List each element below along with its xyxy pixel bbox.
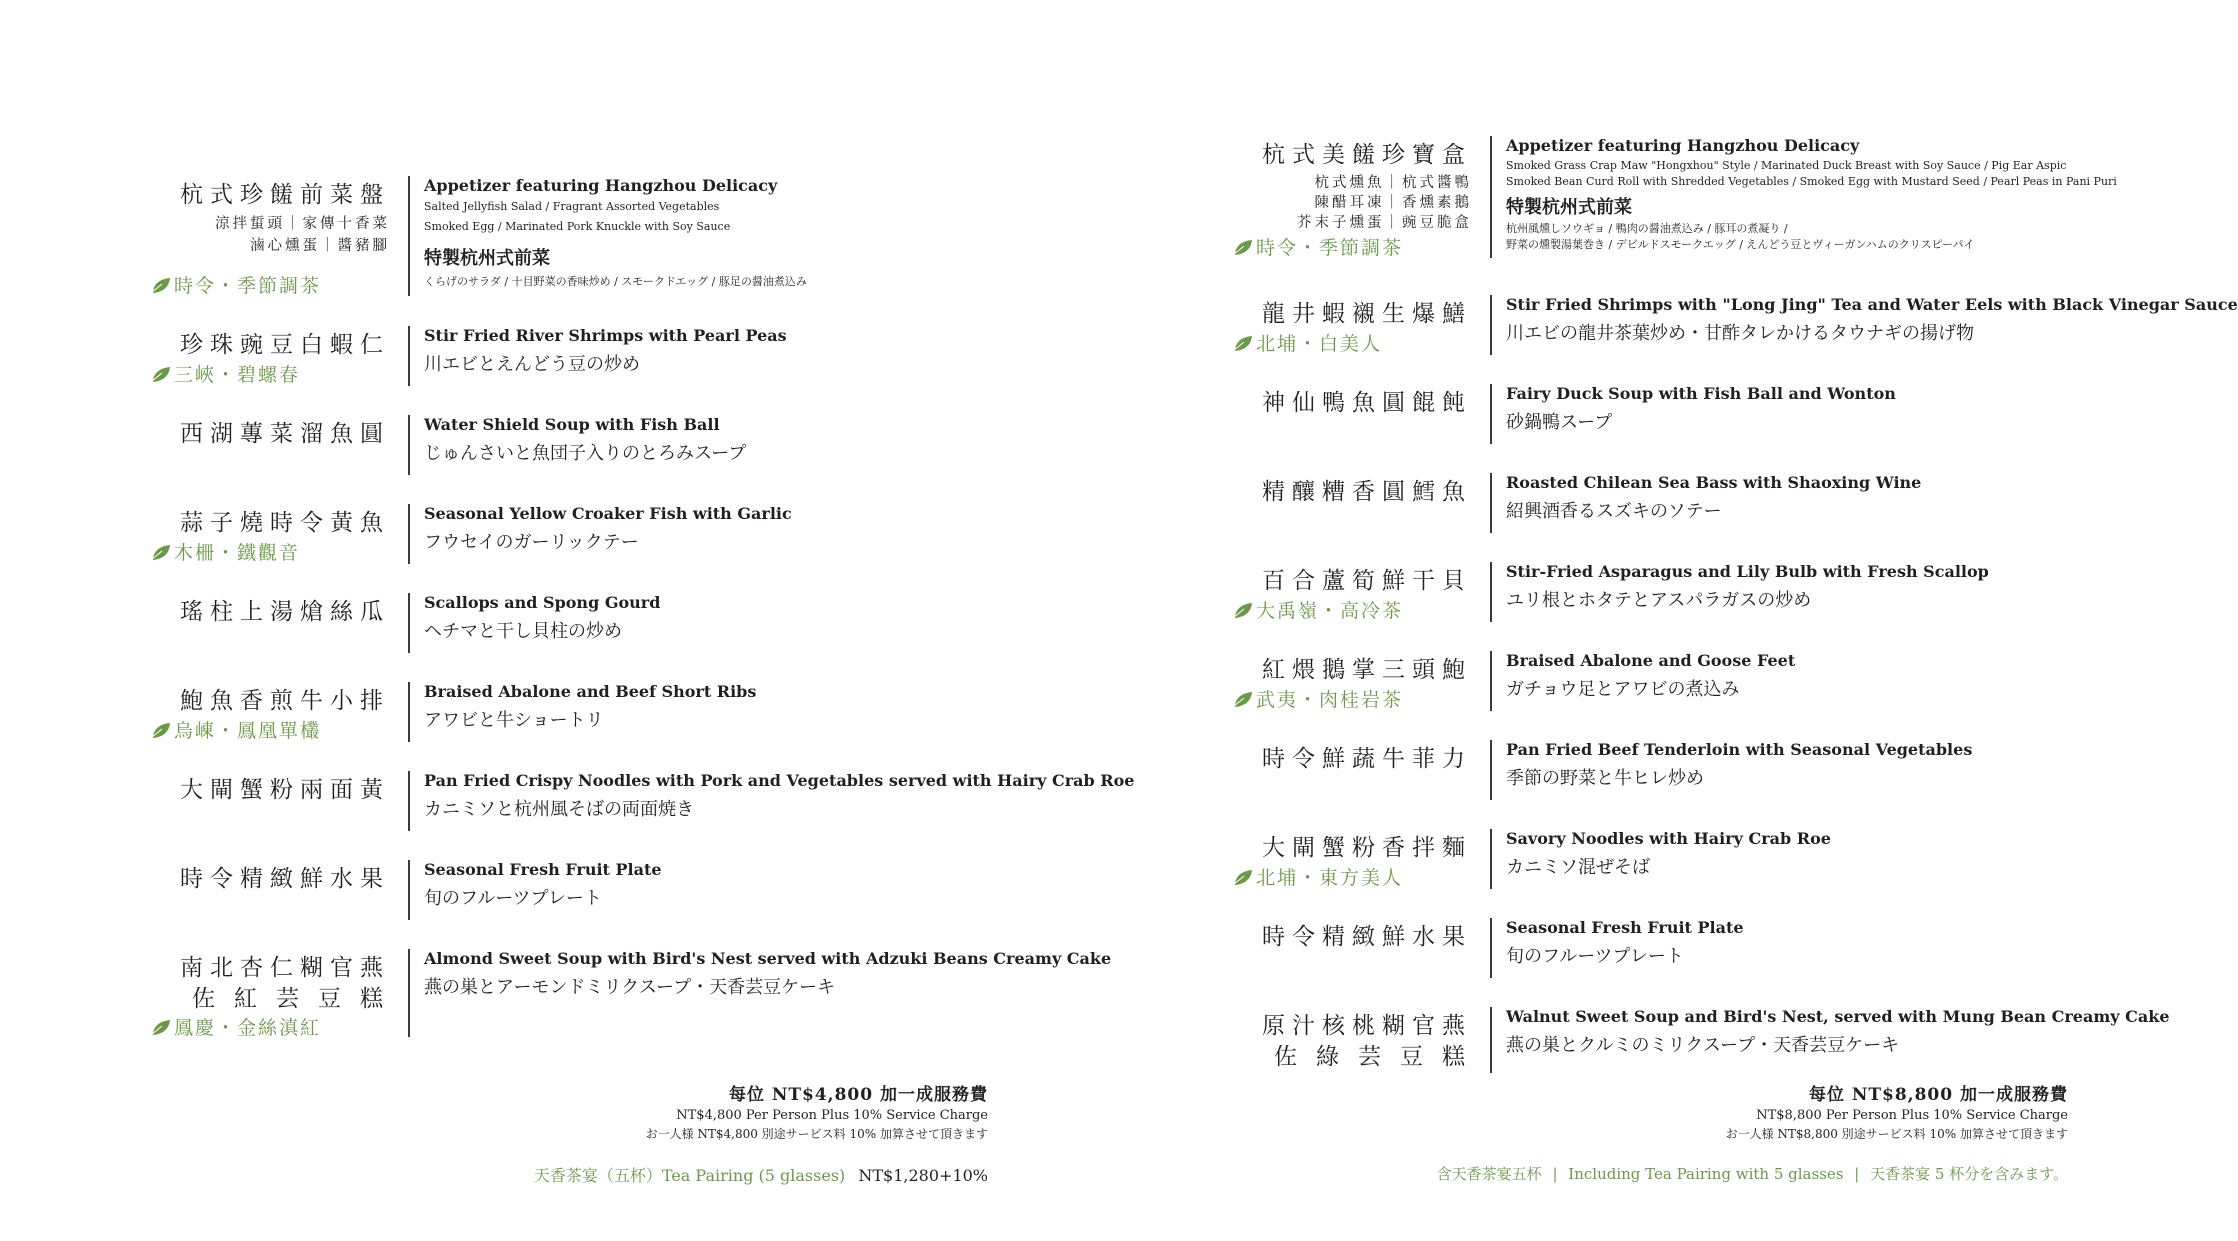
course-item bbox=[1230, 473, 2090, 533]
dish-name-zh: 龍井蝦襯生爆鱔 bbox=[1262, 301, 1472, 327]
divider bbox=[1490, 136, 1492, 258]
tea-pairing-price: NT$1,280+10% bbox=[858, 1166, 988, 1185]
dish-name-en: Seasonal Fresh Fruit Plate bbox=[424, 860, 662, 879]
tea-pairing-text: 時令・季節調茶 bbox=[174, 275, 322, 297]
dish-name-ja: 川エビとえんどう豆の炒め bbox=[424, 354, 640, 375]
divider bbox=[1490, 651, 1492, 711]
dish-components-zh: 芥末子燻蛋｜豌豆脆盒 bbox=[1297, 215, 1472, 231]
tea-pairing-text: 鳳慶・金絲滇紅 bbox=[174, 1017, 322, 1039]
divider bbox=[408, 176, 410, 296]
course-item bbox=[1230, 651, 2090, 711]
price-zh: 每位 NT$4,800 加一成服務費 bbox=[728, 1085, 988, 1105]
dish-name-zh: 時令鮮蔬牛菲力 bbox=[1262, 746, 1472, 772]
dish-name-zh: 鮑魚香煎牛小排 bbox=[180, 688, 390, 714]
dish-name-en: Seasonal Fresh Fruit Plate bbox=[1506, 918, 1744, 937]
leaf-icon bbox=[1232, 868, 1254, 886]
divider bbox=[1490, 295, 1492, 355]
dish-components-ja: 杭州風燻しソウギョ / 鴨肉の醤油煮込み / 豚耳の煮凝り / bbox=[1506, 222, 1788, 235]
price-block-left bbox=[646, 1080, 988, 1142]
course-item bbox=[1230, 384, 2090, 444]
leaf-icon bbox=[1232, 601, 1254, 619]
tea-pairing-text: 武夷・肉桂岩茶 bbox=[1256, 689, 1404, 711]
dish-components-en: Smoked Egg / Marinated Pork Knuckle with Soy Sauce bbox=[424, 220, 731, 233]
dish-name-zh: 紅煨鵝掌三頭鮑 bbox=[1262, 657, 1472, 683]
dish-name-en: Walnut Sweet Soup and Bird's Nest, served with Mung Bean Creamy Cake bbox=[1506, 1007, 2170, 1026]
dish-name-ja: 紹興酒香るスズキのソテー bbox=[1506, 501, 1722, 522]
price-ja: お一人様 NT$8,800 別途サービス料 10% 加算させて頂きます bbox=[1725, 1127, 2068, 1141]
dish-name-en: Water Shield Soup with Fish Ball bbox=[424, 415, 720, 434]
price-block-right bbox=[1726, 1080, 2068, 1142]
menu-left bbox=[148, 176, 1135, 1039]
course-item bbox=[1230, 829, 2090, 889]
dish-components-en: Smoked Bean Curd Roll with Shredded Vegetables / Smoked Egg with Mustard Seed / Pearl Peas in Pani Puri bbox=[1506, 175, 2117, 188]
course-item bbox=[148, 326, 1008, 386]
divider bbox=[1490, 829, 1492, 889]
dish-name-en: Fairy Duck Soup with Fish Ball and Wonton bbox=[1506, 384, 1896, 403]
divider bbox=[408, 504, 410, 564]
tea-pairing-text: 大禹嶺・高冷茶 bbox=[1256, 600, 1404, 622]
tea-pairing bbox=[1232, 596, 1403, 623]
dish-name-ja: カニミソ混ぜそば bbox=[1506, 857, 1650, 878]
divider bbox=[408, 771, 410, 831]
dish-name-zh: 精釀糟香圓鱈魚 bbox=[1262, 479, 1472, 505]
divider bbox=[1490, 473, 1492, 533]
course-item bbox=[1230, 136, 2117, 259]
course-item bbox=[1230, 740, 2090, 800]
dish-name-zh: 瑤柱上湯熗絲瓜 bbox=[180, 599, 390, 625]
divider bbox=[1490, 562, 1492, 622]
dish-name-zh: 杭式珍饈前菜盤 bbox=[180, 182, 390, 208]
dish-name-en: Braised Abalone and Goose Feet bbox=[1506, 651, 1796, 670]
dish-name-zh: 時令精緻鮮水果 bbox=[180, 866, 390, 892]
tea-pairing bbox=[150, 360, 300, 387]
course-item bbox=[148, 593, 1008, 653]
dish-name-en: Stir Fried River Shrimps with Pearl Peas bbox=[424, 326, 787, 345]
tea-pairing bbox=[150, 716, 321, 743]
price-ja: お一人様 NT$4,800 別途サービス料 10% 加算させて頂きます bbox=[645, 1127, 988, 1141]
dish-name-zh: 神仙鴨魚圓餛飩 bbox=[1262, 390, 1472, 416]
dish-name-zh: 大閘蟹粉香拌麵 bbox=[1262, 835, 1472, 861]
divider bbox=[1490, 1007, 1492, 1073]
dish-name-en: Pan Fried Crispy Noodles with Pork and Vegetables served with Hairy Crab Roe bbox=[424, 771, 1135, 790]
dish-name-zh: 大閘蟹粉兩面黃 bbox=[180, 777, 390, 803]
dish-name-ja: カニミソと杭州風そばの両面焼き bbox=[424, 799, 694, 820]
dish-title-ja: 特製杭州式前菜 bbox=[424, 248, 550, 269]
tea-pairing bbox=[1232, 685, 1403, 712]
tea-pairing bbox=[150, 538, 300, 565]
tea-pairing bbox=[1232, 863, 1403, 890]
course-item bbox=[148, 415, 1008, 475]
divider bbox=[1490, 384, 1492, 444]
leaf-icon bbox=[1232, 334, 1254, 352]
dish-name-zh: 原汁核桃糊官燕 bbox=[1262, 1013, 1472, 1039]
separator: | bbox=[1552, 1165, 1558, 1183]
course-item bbox=[148, 771, 1135, 831]
dish-name-en: Seasonal Yellow Croaker Fish with Garlic bbox=[424, 504, 792, 523]
tea-pairing-offer-right bbox=[1437, 1163, 2068, 1184]
dish-name-en: Braised Abalone and Beef Short Ribs bbox=[424, 682, 757, 701]
tea-pairing bbox=[150, 1013, 321, 1040]
tea-pairing-label: 天香茶宴（五杯）Tea Pairing (5 glasses) bbox=[533, 1166, 846, 1185]
dish-components-zh: 陳醋耳凍｜香燻素鵝 bbox=[1314, 195, 1472, 211]
divider bbox=[408, 415, 410, 475]
dish-name-zh: 百合蘆筍鮮干貝 bbox=[1262, 568, 1472, 594]
dish-name-en: Scallops and Spong Gourd bbox=[424, 593, 661, 612]
dish-components-ja: くらげのサラダ / 十目野菜の香味炒め / スモークドエッグ / 豚足の醤油煮込み bbox=[424, 275, 807, 288]
course-item bbox=[1230, 562, 2090, 622]
dish-title-ja: 特製杭州式前菜 bbox=[1506, 197, 1632, 218]
dish-name-ja: ガチョウ足とアワビの煮込み bbox=[1506, 679, 1740, 700]
dish-name-zh: 時令精緻鮮水果 bbox=[1262, 924, 1472, 950]
dish-name-ja: 旬のフルーツプレート bbox=[424, 888, 602, 909]
course-item bbox=[1230, 1007, 2170, 1073]
dish-name-en: Appetizer featuring Hangzhou Delicacy bbox=[424, 176, 778, 195]
leaf-icon bbox=[150, 721, 172, 739]
dish-name-en: Almond Sweet Soup with Bird's Nest served with Adzuki Beans Creamy Cake bbox=[424, 949, 1112, 968]
tea-pairing-text: 木柵・鐵觀音 bbox=[174, 542, 301, 564]
leaf-icon bbox=[150, 1018, 172, 1036]
leaf-icon bbox=[1232, 238, 1254, 256]
dish-name-ja: 川エビの龍井茶葉炒め・甘酢タレかけるタウナギの揚げ物 bbox=[1506, 323, 1974, 344]
leaf-icon bbox=[150, 543, 172, 561]
tea-pairing-text: 三峽・碧螺春 bbox=[174, 364, 301, 386]
dish-name-en: Stir-Fried Asparagus and Lily Bulb with Fresh Scallop bbox=[1506, 562, 1989, 581]
course-item bbox=[148, 176, 1008, 296]
dish-name-en: Pan Fried Beef Tenderloin with Seasonal Vegetables bbox=[1506, 740, 1973, 759]
tea-pairing bbox=[1232, 233, 1403, 260]
dish-name-zh: 西湖蓴菜溜魚圓 bbox=[180, 421, 390, 447]
divider bbox=[408, 682, 410, 742]
course-item bbox=[1230, 918, 2090, 978]
tea-pairing-included-ja: 天香茶宴 5 杯分を含みます。 bbox=[1870, 1165, 2068, 1183]
divider bbox=[408, 326, 410, 386]
dish-name-en: Appetizer featuring Hangzhou Delicacy bbox=[1506, 136, 1860, 155]
menu-right bbox=[1230, 136, 2238, 1073]
dish-name-ja: 季節の野菜と牛ヒレ炒め bbox=[1506, 768, 1704, 789]
dish-name-ja: 燕の巣とクルミのミリクスープ・天香芸豆ケーキ bbox=[1506, 1035, 1900, 1056]
dish-components-en: Smoked Grass Crap Maw "Hongxhou" Style / Marinated Duck Breast with Soy Sauce / Pig Ear Aspic bbox=[1506, 159, 2067, 172]
tea-pairing-text: 北埔・白美人 bbox=[1256, 333, 1383, 355]
tea-pairing-text: 北埔・東方美人 bbox=[1256, 867, 1404, 889]
tea-pairing-offer-left bbox=[534, 1163, 988, 1186]
dish-name-zh: 珍珠豌豆白蝦仁 bbox=[180, 332, 390, 358]
dish-name-ja: アワビと牛ショートリ bbox=[424, 710, 604, 731]
dish-name-zh: 南北杏仁糊官燕 bbox=[180, 955, 390, 981]
tea-pairing-included-zh: 含天香茶宴五杯 bbox=[1436, 1165, 1542, 1183]
divider bbox=[1490, 918, 1492, 978]
dish-name-en: Savory Noodles with Hairy Crab Roe bbox=[1506, 829, 1831, 848]
divider bbox=[408, 860, 410, 920]
dish-name-zh: 杭式美饈珍寶盒 bbox=[1262, 142, 1472, 168]
tea-pairing-text: 時令・季節調茶 bbox=[1256, 237, 1404, 259]
divider bbox=[408, 593, 410, 653]
dish-name-en: Stir Fried Shrimps with "Long Jing" Tea and Water Eels with Black Vinegar Sauce bbox=[1506, 295, 2238, 314]
tea-pairing bbox=[150, 271, 321, 298]
course-item bbox=[148, 860, 1008, 920]
dish-name-ja: ヘチマと干し貝柱の炒め bbox=[424, 621, 622, 642]
tea-pairing-included-en: Including Tea Pairing with 5 glasses bbox=[1568, 1165, 1844, 1183]
dish-name-zh-line2: 佐紅芸豆糕 bbox=[192, 986, 402, 1012]
dish-components-zh: 滷心燻蛋｜醬豬腳 bbox=[250, 238, 390, 254]
price-zh: 每位 NT$8,800 加一成服務費 bbox=[1808, 1085, 2068, 1105]
dish-name-ja: 燕の巣とアーモンドミリクスープ・天香芸豆ケーキ bbox=[424, 977, 836, 998]
price-en: NT$4,800 Per Person Plus 10% Service Charge bbox=[676, 1108, 988, 1123]
course-item bbox=[148, 949, 1112, 1039]
divider bbox=[1490, 740, 1492, 800]
dish-name-zh: 蒜子燒時令黃魚 bbox=[180, 510, 390, 536]
divider bbox=[408, 949, 410, 1037]
course-item bbox=[148, 682, 1008, 742]
dish-name-ja: フウセイのガーリックテー bbox=[424, 532, 639, 553]
leaf-icon bbox=[1232, 690, 1254, 708]
dish-components-zh: 涼拌蜇頭｜家傳十香菜 bbox=[215, 216, 390, 232]
course-item bbox=[1230, 295, 2238, 355]
price-en: NT$8,800 Per Person Plus 10% Service Charge bbox=[1756, 1108, 2068, 1123]
tea-pairing bbox=[1232, 329, 1382, 356]
dish-name-zh-line2: 佐綠芸豆糕 bbox=[1274, 1044, 1484, 1070]
tea-pairing-text: 烏崠・鳳凰單欉 bbox=[174, 720, 322, 742]
dish-name-ja: ユリ根とホタテとアスパラガスの炒め bbox=[1506, 590, 1812, 611]
dish-name-ja: じゅんさいと魚団子入りのとろみスープ bbox=[424, 443, 747, 464]
separator: | bbox=[1854, 1165, 1860, 1183]
dish-name-ja: 砂鍋鴨スープ bbox=[1506, 412, 1613, 433]
dish-components-en: Salted Jellyfish Salad / Fragrant Assorted Vegetables bbox=[424, 200, 720, 213]
dish-name-ja: 旬のフルーツプレート bbox=[1506, 946, 1684, 967]
dish-components-zh: 杭式燻魚｜杭式醬鴨 bbox=[1314, 175, 1472, 191]
leaf-icon bbox=[150, 276, 172, 294]
course-item bbox=[148, 504, 1008, 564]
dish-name-en: Roasted Chilean Sea Bass with Shaoxing Wine bbox=[1506, 473, 1922, 492]
leaf-icon bbox=[150, 365, 172, 383]
dish-components-ja: 野菜の燻製湯葉巻き / デビルドスモークエッグ / えんどう豆とヴィーガンハムのクリスピーパイ bbox=[1506, 238, 1975, 251]
